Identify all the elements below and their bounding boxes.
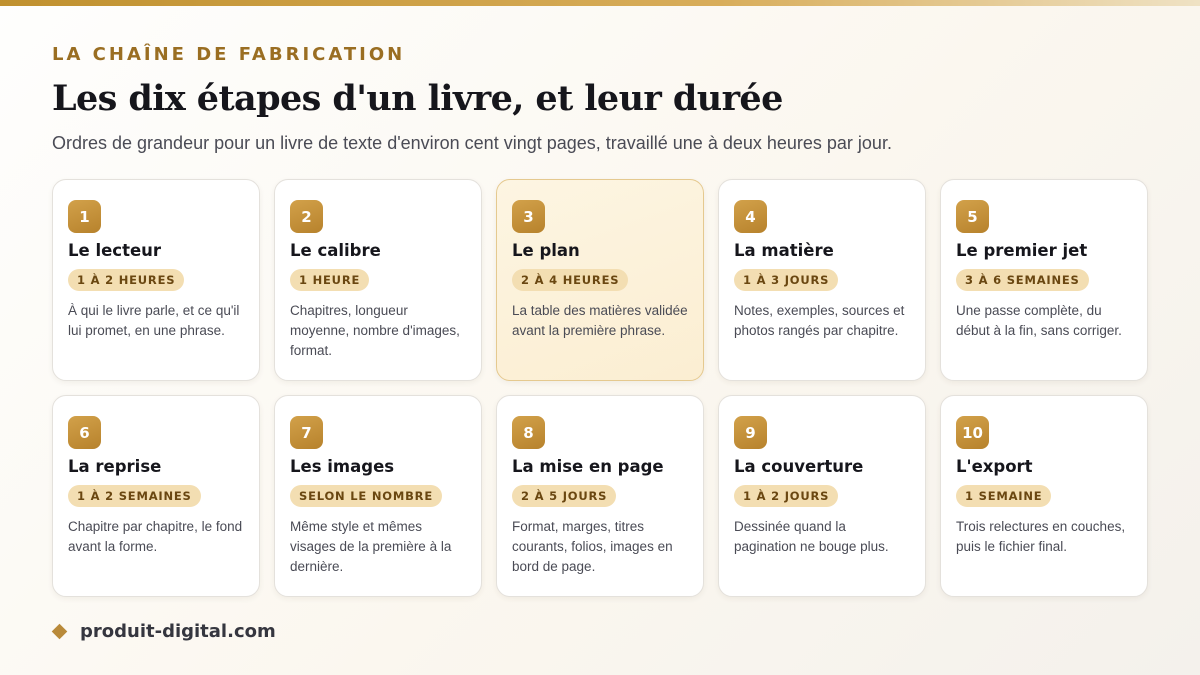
step-card-1 [52,179,260,381]
page-title: Les dix étapes d'un livre, et leur durée [52,78,783,119]
step-description: Notes, exemples, sources et photos rangés par chapitre. [734,303,905,338]
step-card-9 [718,395,926,597]
step-card-4 [718,179,926,381]
step-title: L'export [956,457,1033,476]
duration-badge: 1 SEMAINE [956,485,1051,507]
duration-badge: 2 À 4 HEURES [512,269,628,291]
step-description: La table des matières validée avant la première phrase. [512,303,688,338]
step-number-badge: 5 [956,200,989,233]
step-title: Le premier jet [956,241,1088,260]
step-title: Le plan [512,241,580,260]
step-number-badge: 3 [512,200,545,233]
step-title: Le calibre [290,241,381,260]
footer [52,621,276,642]
page-subtitle: Ordres de grandeur pour un livre de texte d'environ cent vingt pages, travaillé une à deux heures par jour. [52,133,892,153]
step-card-8 [496,395,704,597]
duration-badge: 1 À 2 HEURES [68,269,184,291]
step-number-badge: 4 [734,200,767,233]
step-title: La mise en page [512,457,664,476]
step-title: La reprise [68,457,162,476]
step-description: Chapitres, longueur moyenne, nombre d'images, format. [290,303,460,358]
duration-badge: 3 À 6 SEMAINES [956,269,1089,291]
duration-badge: 1 À 3 JOURS [734,269,838,291]
diamond-icon [52,624,68,640]
duration-badge: 2 À 5 JOURS [512,485,616,507]
step-number-badge: 1 [68,200,101,233]
step-number-badge: 2 [290,200,323,233]
step-description: À qui le livre parle, et ce qu'il lui promet, en une phrase. [68,303,240,338]
step-card-5 [940,179,1148,381]
step-number-badge: 10 [956,416,989,449]
step-number-badge: 6 [68,416,101,449]
duration-badge: SELON LE NOMBRE [290,485,442,507]
step-card-10 [940,395,1148,597]
duration-badge: 1 À 2 JOURS [734,485,838,507]
duration-badge: 1 HEURE [290,269,369,291]
duration-badge: 1 À 2 SEMAINES [68,485,201,507]
steps-grid [52,179,1148,597]
step-title: La couverture [734,457,864,476]
step-description: Format, marges, titres courants, folios, images en bord de page. [512,519,673,574]
step-title: Les images [290,457,395,476]
footer-site-link[interactable]: produit-digital.com [80,621,276,642]
step-description: Chapitre par chapitre, le fond avant la forme. [68,519,243,554]
step-title: Le lecteur [68,241,162,260]
step-description: Même style et mêmes visages de la première à la dernière. [290,519,452,574]
top-accent-bar [0,0,1200,6]
step-card-6 [52,395,260,597]
eyebrow: LA CHAÎNE DE FABRICATION [52,44,406,65]
step-title: La matière [734,241,834,260]
step-card-7 [274,395,482,597]
step-description: Une passe complète, du début à la fin, sans corriger. [956,303,1122,338]
step-number-badge: 8 [512,416,545,449]
step-card-3 [496,179,704,381]
step-card-2 [274,179,482,381]
step-number-badge: 7 [290,416,323,449]
step-number-badge: 9 [734,416,767,449]
step-description: Trois relectures en couches, puis le fichier final. [956,519,1126,554]
step-description: Dessinée quand la pagination ne bouge plus. [734,519,889,554]
